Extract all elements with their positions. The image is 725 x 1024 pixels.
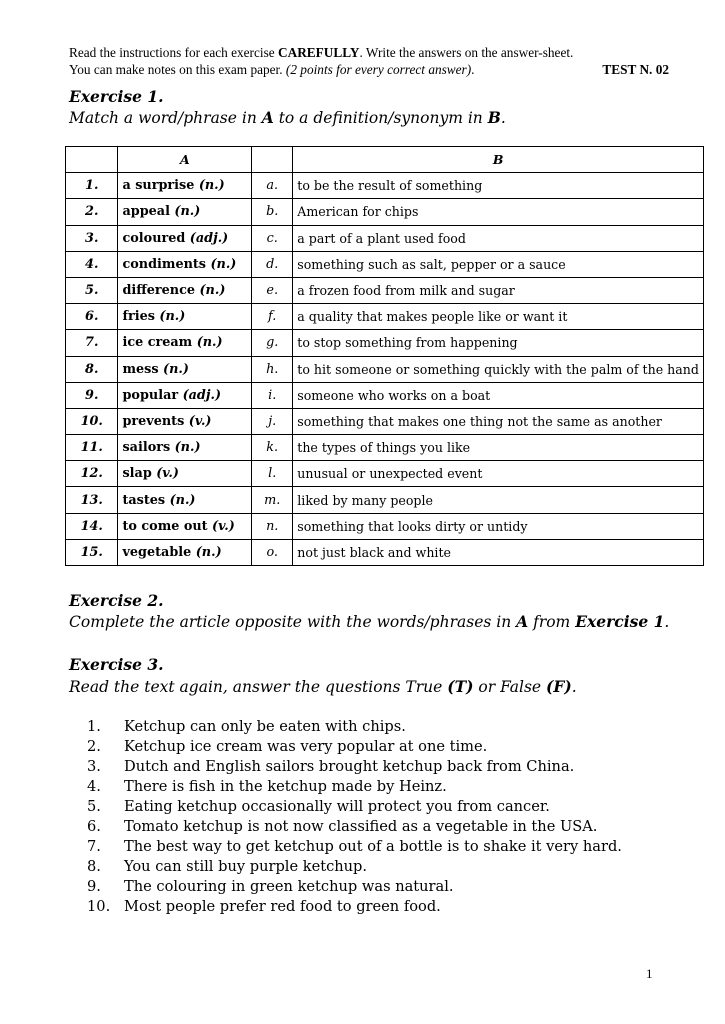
instructions-line-1: Read the instructions for each exercise CAREFULLY. Write the answers on the answer-sheet.	[69, 45, 574, 60]
definition: something such as salt, pepper or a sauce	[293, 251, 704, 277]
table-row	[66, 304, 704, 330]
table-row	[66, 251, 704, 277]
exercise-2-instruction: Complete the article opposite with the words/phrases in A from Exercise 1.	[69, 612, 670, 631]
word-phrase: mess (n.)	[118, 356, 252, 382]
word-phrase: coloured (adj.)	[118, 225, 252, 251]
list-item	[87, 857, 622, 877]
word-phrase: tastes (n.)	[118, 487, 252, 513]
row-number: 9.	[66, 382, 118, 408]
table-row	[66, 435, 704, 461]
question-text: Dutch and English sailors brought ketchup back from China.	[124, 758, 575, 775]
table-row	[66, 173, 704, 199]
definition-letter: f.	[252, 304, 293, 330]
word-phrase: appeal (n.)	[118, 199, 252, 225]
exercise-1-instruction: Match a word/phrase in A to a definition/synonym in B.	[69, 108, 506, 127]
page-number: 1	[646, 966, 653, 981]
definition-letter: i.	[252, 382, 293, 408]
row-number: 12.	[66, 461, 118, 487]
definition: not just black and white	[293, 539, 704, 565]
definition: something that looks dirty or untidy	[293, 513, 704, 539]
word-phrase: sailors (n.)	[118, 435, 252, 461]
list-item	[87, 717, 622, 737]
part-of-speech: (n.)	[195, 544, 222, 560]
definition: to hit someone or something quickly with the palm of the hand	[293, 356, 704, 382]
list-item	[87, 757, 622, 777]
definition-letter: l.	[252, 461, 293, 487]
row-number: 1.	[66, 173, 118, 199]
list-item	[87, 737, 622, 757]
list-item	[87, 897, 622, 917]
table-row	[66, 277, 704, 303]
instructions	[69, 44, 669, 78]
question-number: 6.	[87, 818, 101, 835]
table-row	[66, 382, 704, 408]
matching-table	[65, 146, 704, 566]
definition: unusual or unexpected event	[293, 461, 704, 487]
word-phrase: slap (v.)	[118, 461, 252, 487]
definition: American for chips	[293, 199, 704, 225]
definition-letter: c.	[252, 225, 293, 251]
table-row	[66, 408, 704, 434]
definition: to stop something from happening	[293, 330, 704, 356]
part-of-speech: (v.)	[212, 518, 235, 534]
row-number: 7.	[66, 330, 118, 356]
definition-letter: e.	[252, 277, 293, 303]
definition-letter: k.	[252, 435, 293, 461]
row-number: 15.	[66, 539, 118, 565]
part-of-speech: (adj.)	[182, 387, 221, 403]
definition: a part of a plant used food	[293, 225, 704, 251]
definition: a quality that makes people like or want it	[293, 304, 704, 330]
row-number: 4.	[66, 251, 118, 277]
question-text: Ketchup can only be eaten with chips.	[124, 718, 406, 735]
list-item	[87, 877, 622, 897]
definition-letter: o.	[252, 539, 293, 565]
word-phrase: difference (n.)	[118, 277, 252, 303]
question-text: Eating ketchup occasionally will protect you from cancer.	[124, 798, 550, 815]
definition-letter: j.	[252, 408, 293, 434]
definition: someone who works on a boat	[293, 382, 704, 408]
list-item	[87, 837, 622, 857]
header-column-b: B	[293, 147, 704, 173]
word-phrase: condiments (n.)	[118, 251, 252, 277]
table-row	[66, 487, 704, 513]
row-number: 5.	[66, 277, 118, 303]
exercise-2-title: Exercise 2.	[69, 591, 164, 610]
row-number: 10.	[66, 408, 118, 434]
table-header-row	[66, 147, 704, 173]
question-text: Most people prefer red food to green food.	[124, 898, 441, 915]
definition-letter: a.	[252, 173, 293, 199]
definition-letter: g.	[252, 330, 293, 356]
question-text: The best way to get ketchup out of a bottle is to shake it very hard.	[124, 838, 622, 855]
row-number: 3.	[66, 225, 118, 251]
question-number: 2.	[87, 738, 101, 755]
question-number: 10.	[87, 898, 111, 915]
table-row	[66, 356, 704, 382]
question-text: Tomato ketchup is not now classified as a vegetable in the USA.	[124, 818, 598, 835]
question-number: 9.	[87, 878, 101, 895]
row-number: 11.	[66, 435, 118, 461]
question-number: 8.	[87, 858, 101, 875]
part-of-speech: (adj.)	[189, 230, 229, 246]
row-number: 6.	[66, 304, 118, 330]
list-item	[87, 797, 622, 817]
part-of-speech: (n.)	[198, 178, 225, 194]
exercise-1-title: Exercise 1.	[69, 87, 164, 106]
question-text: You can still buy purple ketchup.	[124, 858, 368, 875]
definition-letter: h.	[252, 356, 293, 382]
row-number: 13.	[66, 487, 118, 513]
row-number: 8.	[66, 356, 118, 382]
table-row	[66, 199, 704, 225]
exercise-3-title: Exercise 3.	[69, 655, 164, 674]
definition: to be the result of something	[293, 173, 704, 199]
question-number: 4.	[87, 778, 101, 795]
row-number: 14.	[66, 513, 118, 539]
part-of-speech: (n.)	[163, 361, 189, 377]
definition-letter: b.	[252, 199, 293, 225]
table-row	[66, 225, 704, 251]
part-of-speech: (v.)	[156, 466, 179, 482]
header-blank-1	[66, 147, 118, 173]
instructions-line-2: You can make notes on this exam paper. (2 points for every correct answer).	[69, 62, 475, 77]
question-text: There is fish in the ketchup made by Heinz.	[124, 778, 447, 795]
header-column-a: A	[118, 147, 252, 173]
row-number: 2.	[66, 199, 118, 225]
part-of-speech: (n.)	[159, 309, 186, 325]
question-number: 3.	[87, 758, 101, 775]
part-of-speech: (n.)	[169, 492, 196, 508]
definition: liked by many people	[293, 487, 704, 513]
word-phrase: ice cream (n.)	[118, 330, 252, 356]
exercise-3-instruction: Read the text again, answer the questions True (T) or False (F).	[69, 677, 577, 696]
list-item	[87, 817, 622, 837]
word-phrase: to come out (v.)	[118, 513, 252, 539]
list-item	[87, 777, 622, 797]
header-blank-2	[252, 147, 293, 173]
part-of-speech: (n.)	[174, 440, 201, 456]
part-of-speech: (n.)	[210, 256, 237, 272]
question-text: The colouring in green ketchup was natural.	[124, 878, 454, 895]
definition-letter: n.	[252, 513, 293, 539]
table-body	[66, 173, 704, 566]
word-phrase: fries (n.)	[118, 304, 252, 330]
definition: something that makes one thing not the same as another	[293, 408, 704, 434]
question-number: 1.	[87, 718, 101, 735]
question-text: Ketchup ice cream was very popular at one time.	[124, 738, 488, 755]
part-of-speech: (n.)	[196, 335, 223, 351]
definition: the types of things you like	[293, 435, 704, 461]
table-row	[66, 513, 704, 539]
word-phrase: a surprise (n.)	[118, 173, 252, 199]
part-of-speech: (n.)	[174, 204, 201, 220]
table-row	[66, 330, 704, 356]
true-false-questions	[87, 717, 622, 917]
table-row	[66, 539, 704, 565]
definition: a frozen food from milk and sugar	[293, 277, 704, 303]
word-phrase: popular (adj.)	[118, 382, 252, 408]
table-row	[66, 461, 704, 487]
part-of-speech: (n.)	[199, 283, 226, 299]
word-phrase: vegetable (n.)	[118, 539, 252, 565]
question-number: 7.	[87, 838, 101, 855]
test-number: TEST N. 02	[602, 62, 669, 77]
question-number: 5.	[87, 798, 101, 815]
definition-letter: m.	[252, 487, 293, 513]
definition-letter: d.	[252, 251, 293, 277]
word-phrase: prevents (v.)	[118, 408, 252, 434]
part-of-speech: (v.)	[188, 413, 212, 429]
